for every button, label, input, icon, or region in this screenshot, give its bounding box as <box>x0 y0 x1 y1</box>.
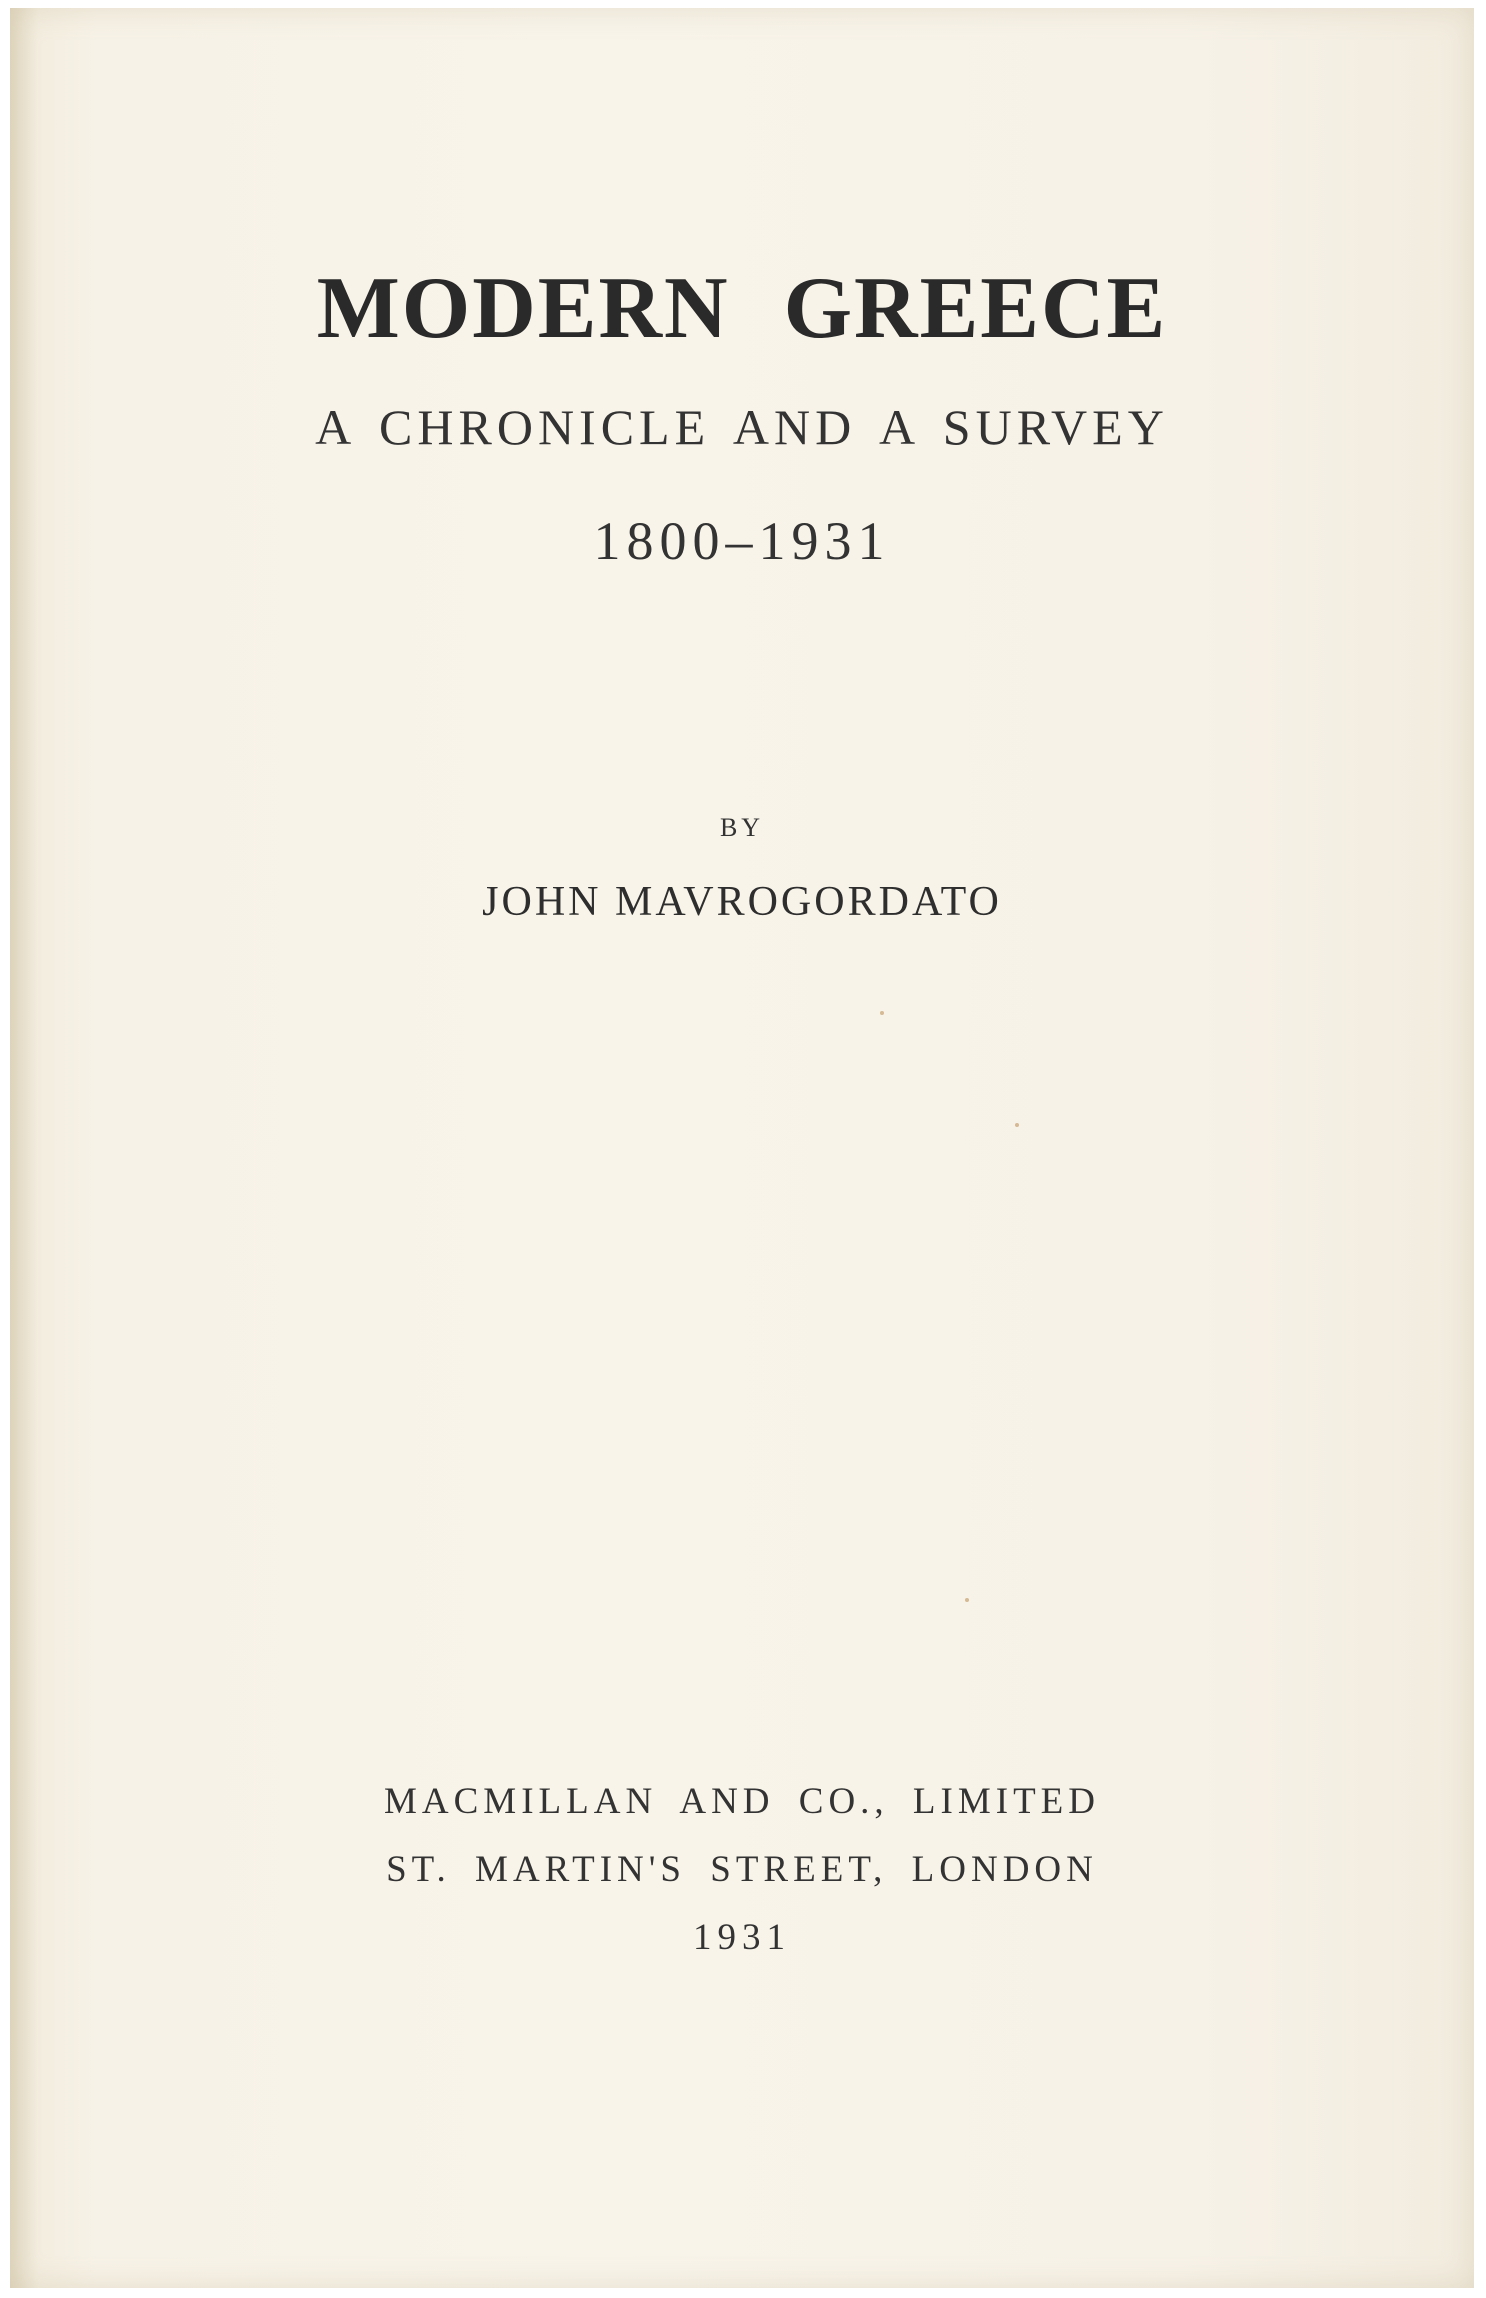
by-label: BY <box>719 813 765 842</box>
book-title: MODERN GREECE <box>316 260 1168 357</box>
publisher-address: ST. MARTIN'S STREET, LONDON <box>386 1849 1098 1890</box>
publisher-name: MACMILLAN AND CO., LIMITED <box>384 1781 1100 1822</box>
book-subtitle: A CHRONICLE AND A SURVEY <box>315 399 1169 455</box>
author-name: JOHN MAVROGORDATO <box>482 879 1002 925</box>
publication-year: 1931 <box>693 1917 791 1958</box>
paper-speck <box>965 1598 969 1602</box>
date-range: 1800–1931 <box>593 511 891 571</box>
paper-speck <box>1015 1123 1019 1127</box>
paper-speck <box>880 1011 884 1015</box>
book-title-page <box>10 8 1474 2288</box>
